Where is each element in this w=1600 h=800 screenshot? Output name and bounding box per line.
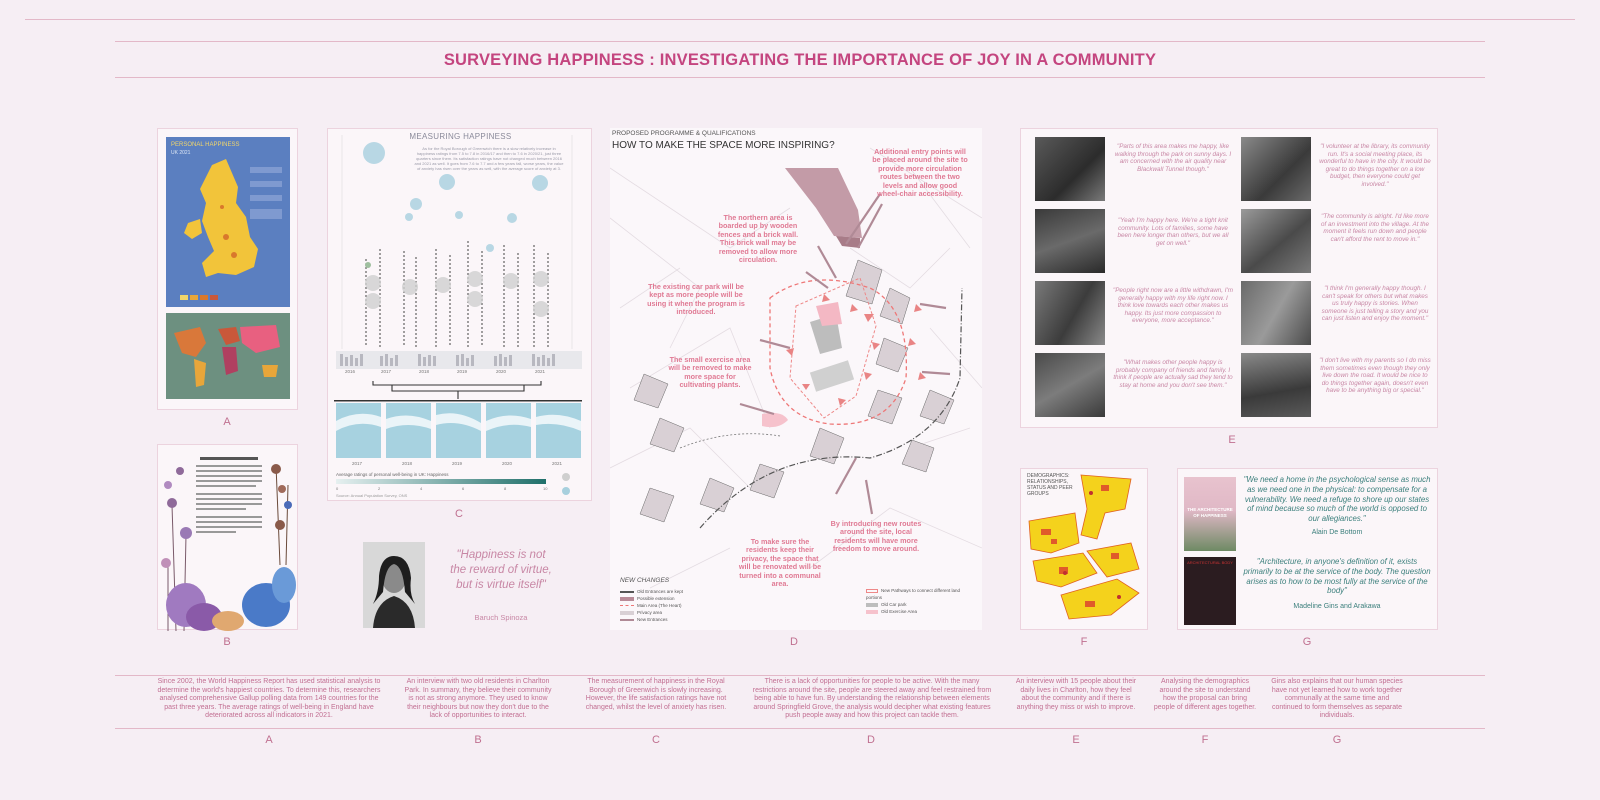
uk-map-card: [166, 137, 290, 307]
year-label: 2019: [457, 369, 468, 374]
caption-g: Gins also explains that our human species have not yet learned how to work together communally at the same time and continued to form themselves as separate individuals.: [1271, 678, 1403, 720]
gins-author: Madeline Gins and Arakawa: [1293, 603, 1381, 610]
chart-description: As for the Royal Borough of Greenwich there is a slow relatively increase in happiness ratings from 7.5 to 7.8 in 2016/17 and then to 7.6 in 2020/21, just three quarters since them. Its satisfaction ratings have not changed much between 2016 and 2021 as well. It goes from 7.6 to 7.7 and a few years fall, worse years, the value of anxiety has risen over the years as well, with the average score of anxiety at 3.: [414, 146, 564, 171]
world-map-graphic: [166, 313, 290, 399]
spinoza-portrait: [363, 542, 425, 628]
interview-quote: "Parts of this area makes me happy, like walking through the park on sunny days. I am concerned with the air quality near Blackwall Tunnel though.": [1114, 143, 1232, 173]
demographics-title: DEMOGRAPHICS: RELATIONSHIPS, STATUS AND PEER GROUPS: [1027, 473, 1073, 497]
caption-b: An interview with two old residents in Charlton Park. In summary, they believe their community is not as strong anymore. They used to know their neighbours but now they don't due to the lack of opportunities to interact.: [404, 678, 552, 720]
legend-item: Possible extension: [620, 595, 683, 602]
caption-e-letter: E: [1072, 734, 1080, 746]
panel-g: [1177, 468, 1438, 630]
caption-g-letter: G: [1332, 734, 1342, 746]
legend-item: Old Exercise Area: [866, 608, 976, 615]
spinoza-quote: "Happiness is not the reward of virtue, but is virtue itself": [450, 549, 552, 591]
year-label: 2021: [535, 369, 546, 374]
legend-item: Main Area (The Heart): [620, 602, 683, 609]
panel-c: [327, 128, 592, 501]
caption-a-letter: A: [265, 734, 273, 746]
interview-quote: "People right now are a little withdrawn, I'm generally happy with my life right now. I think love towards each other makes us happy. Its just more compassion to everyone, more acceptance.": [1113, 287, 1233, 325]
gins-quote: "Architecture, in anyone's definition of it, exists primarily to be at the service of the body. The question arises as to how to be most fully at the service of the body": [1243, 557, 1431, 596]
legend-item: Old Car park: [866, 601, 976, 608]
legend-right: [866, 587, 976, 615]
book-title: ARCHITECTURAL BODY: [1187, 560, 1233, 565]
legend-item: Privacy area: [620, 609, 683, 616]
year-label: 2018: [419, 369, 430, 374]
portrait-graphic: [363, 542, 425, 628]
annotation-routes: By introducing new routes around the site, local residents will have more freedom to move around.: [830, 519, 922, 554]
de-botton-author: Alain De Bottom: [1311, 529, 1363, 536]
world-map-card: [166, 313, 290, 399]
year-label: 2017: [352, 461, 363, 466]
interviewee-photo: [1241, 209, 1311, 273]
legend-item: Old Entrances are kept: [620, 588, 683, 595]
interviewee-photo: [1035, 209, 1105, 273]
legend-item: New Entrances: [620, 616, 683, 623]
panel-a: [157, 128, 298, 410]
year-label: 2018: [402, 461, 413, 466]
annotation-car-park: The existing car park will be kept as more people will be using it when the program is introduced.: [647, 282, 745, 317]
caption-b-letter: B: [474, 734, 482, 746]
de-botton-quote: "We need a home in the psychological sense as much as we need one in the physical: to compensate for a vulnerability. We need a refuge to shore up our states of mind because so much of the world is opposed to our allegiances.": [1243, 475, 1431, 524]
uk-map-graphic: [166, 137, 290, 307]
annotation-northern-area: The northern area is boarded up by wooden fences and a brick wall. This brick wall may be removed to allow more circulation.: [717, 213, 799, 265]
interviewee-photo: [1241, 137, 1311, 201]
interview-quote: "What makes other people happy is probably company of friends and family. I think if people are actually sad they tend to stay at home and you don't see them.": [1113, 359, 1233, 389]
uk-map-title: PERSONAL HAPPINESS: [171, 142, 240, 148]
interview-quote: "The community is alright. I'd like more of an investment into the village. At the moment it feels run down and people can't afford the rent to move in.": [1321, 213, 1429, 243]
scale-tick: 10: [543, 486, 548, 491]
programme-heading: HOW TO MAKE THE SPACE MORE INSPIRING?: [612, 140, 835, 151]
chart-title: MEASURING HAPPINESS: [409, 132, 512, 141]
annotation-privacy: To make sure the residents keep their privacy, the space that will be renovated will be turned into a communal area.: [738, 537, 822, 589]
interviewee-photo: [1035, 137, 1105, 201]
caption-c-letter: C: [652, 734, 660, 746]
scale-tick: 6: [462, 486, 465, 491]
interviewee-photo: [1241, 353, 1311, 417]
caption-c: The measurement of happiness in the Royal Borough of Greenwich is slowly increasing. However, the life satisfaction ratings have not changed, whilst the level of anxiety has risen.: [585, 678, 727, 711]
year-label: 2016: [345, 369, 356, 374]
caption-rule-top: [115, 675, 1485, 676]
panel-b-letter: B: [223, 636, 231, 648]
uk-map-subtitle: UK 2021: [171, 150, 191, 156]
panel-f: [1020, 468, 1148, 630]
annotation-entry-points: Additional entry points will be placed around the site to provide more circulation routes between the two levels and allow good wheel-chair accessibility.: [872, 147, 968, 199]
panel-b: [157, 444, 298, 630]
interviewee-photo: [1035, 353, 1105, 417]
scale-tick: 2: [378, 486, 381, 491]
scale-tick: 4: [420, 486, 423, 491]
year-label: 2020: [496, 369, 507, 374]
year-label: 2017: [381, 369, 392, 374]
interviewee-photo: [1035, 281, 1105, 345]
legend-left: [620, 588, 683, 623]
floral-illustration: [158, 445, 299, 631]
top-border: [25, 19, 1575, 20]
scale-tick: 0: [336, 486, 339, 491]
book-cover-body: [1184, 557, 1236, 625]
happiness-lollipop-chart: [328, 129, 593, 502]
caption-a: Since 2002, the World Happiness Report has used statistical analysis to determine the world's happiest countries. To determine this, researchers analysed comprehensive Gallup polling data from 149 countries for the past three years. The average ratings of well-being in England have deteriorated across all indicators in 2021.: [157, 678, 381, 720]
scale-label: Average ratings of personal well-being in UK: Happiness: [336, 472, 449, 477]
interview-quote: "I volunteer at the library, its community run. It's a social meeting place, its wonderful to have in the city. It would be great to do things together on a low budget, then everyone could get involved.": [1319, 143, 1431, 188]
legend-title: NEW CHANGES: [620, 577, 670, 584]
caption-rule-bottom: [115, 728, 1485, 729]
caption-f: Analysing the demographics around the site to understand how the proposal can bring people of different ages together.: [1153, 678, 1257, 711]
interview-quote: "Yeah I'm happy here. We're a tight knit community. Lots of families, some have been here longer than others, but we all get on well.": [1117, 217, 1229, 247]
legend-item: New Pathways to connect different land portions: [866, 588, 960, 600]
panel-d: [610, 128, 982, 630]
interview-quote: "I don't live with my parents so I do miss them sometimes even though they only live down the road. It would be nice to do things together again, doesn't even have to be anything big or special.": [1319, 357, 1431, 395]
panel-a-letter: A: [223, 416, 231, 428]
title-rule-bottom: [115, 77, 1485, 78]
caption-e: An interview with 15 people about their daily lives in Charlton, how they feel about the community and if there is anything they miss or wish to improve.: [1015, 678, 1137, 711]
spinoza-author: Baruch Spinoza: [474, 613, 528, 622]
book-title: THE ARCHITECTURE OF HAPPINESS: [1187, 507, 1233, 518]
chart-source: Source: Annual Population Survey, ONS: [336, 493, 408, 498]
annotation-exercise-area: The small exercise area will be removed to make more space for cultivating plants.: [668, 355, 752, 390]
year-label: 2021: [552, 461, 563, 466]
programme-heading-small: PROPOSED PROGRAMME & QUALIFICATIONS: [612, 130, 756, 137]
scale-tick: 8: [504, 486, 507, 491]
year-label: 2019: [452, 461, 463, 466]
interview-quote: "I think I'm generally happy though. I can't speak for others but what makes us truly happy is stories. When someone is just telling a story and you can just listen and enjoy the moment.": [1321, 285, 1429, 323]
panel-e: [1020, 128, 1438, 428]
panel-e-letter: E: [1228, 434, 1236, 446]
panel-f-letter: F: [1080, 636, 1088, 648]
caption-d: There is a lack of opportunities for people to be active. With the many restrictions around the site, people are steered away and feel restrained from being able to have fun. By understanding the relationship between elements around Springfield Grove, the analysis would decipher what existing features push people away and how this project can tackle them.: [752, 678, 992, 720]
demographics-map: [1021, 469, 1149, 631]
year-label: 2020: [502, 461, 513, 466]
caption-f-letter: F: [1201, 734, 1209, 746]
panel-g-letter: G: [1302, 636, 1312, 648]
interviewee-photo: [1241, 281, 1311, 345]
panel-c-letter: C: [455, 508, 463, 520]
panel-d-letter: D: [790, 636, 798, 648]
book-cover-happiness: [1184, 477, 1236, 551]
page-title: SURVEYING HAPPINESS : INVESTIGATING THE IMPORTANCE OF JOY IN A COMMUNITY: [443, 51, 1157, 69]
title-rule-top: [115, 41, 1485, 42]
caption-d-letter: D: [867, 734, 875, 746]
